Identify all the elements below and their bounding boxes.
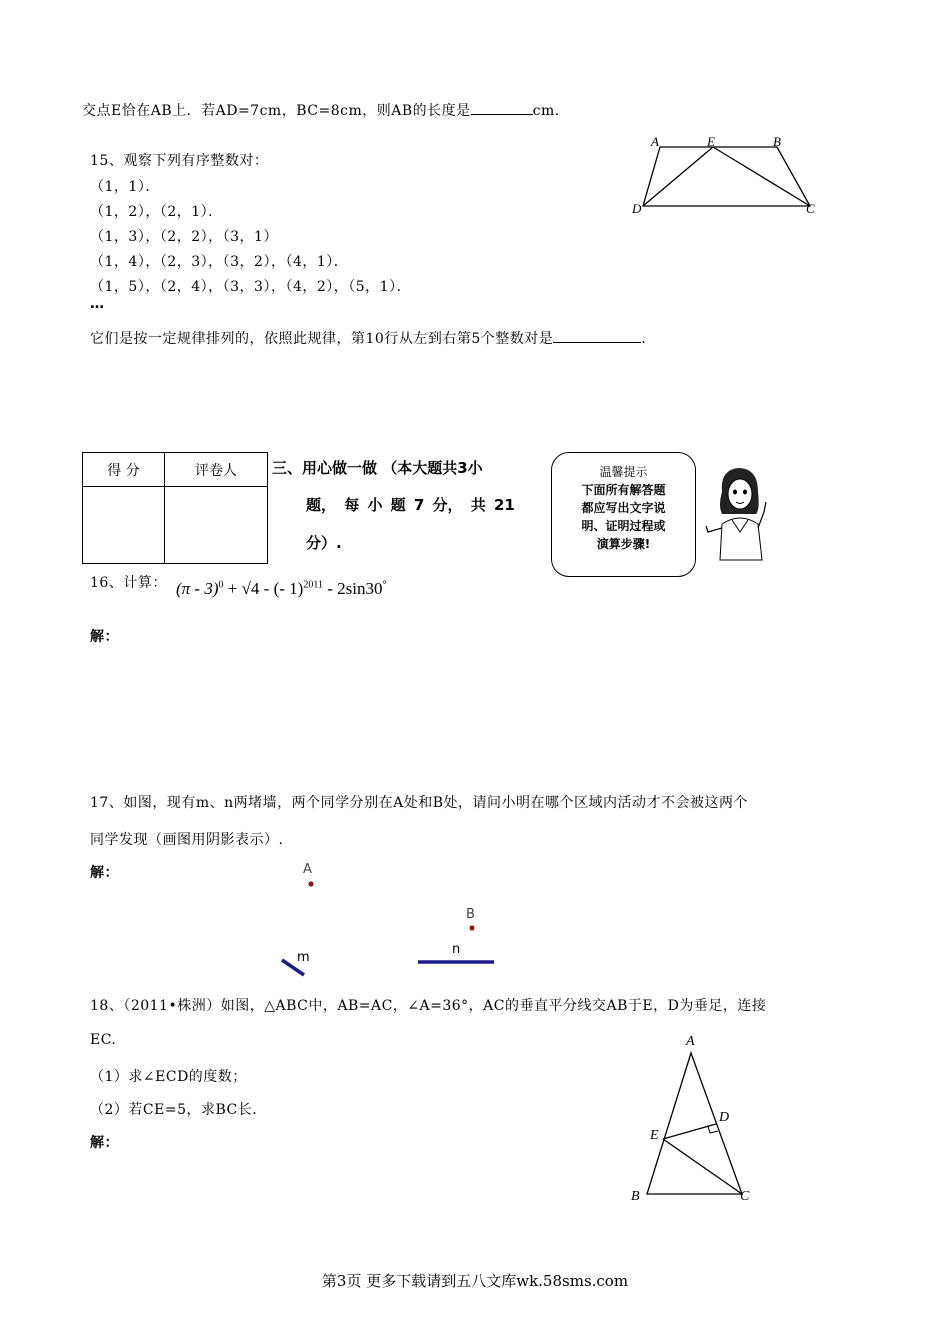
- q17-label-n: n: [452, 942, 461, 957]
- score-table: [82, 452, 268, 564]
- q15-row-5: （1，5），（2，4），（3，3），（4，2），（5，1）．: [90, 279, 412, 295]
- segment-ED: [643, 147, 713, 206]
- section3-line3: 分）.: [306, 534, 342, 552]
- q14-answer-blank[interactable]: [471, 100, 533, 115]
- page-footer: 第3页 更多下载请到五八文库wk.58sms.com: [321, 1272, 629, 1290]
- tip-title: 温馨提示: [599, 465, 648, 479]
- triangle-figure: [630, 1040, 760, 1210]
- point-B: [468, 924, 476, 932]
- q16-solve: 解：: [90, 629, 119, 645]
- q16-expr-c: - 2sin30: [322, 579, 383, 598]
- q15-row-1: （1，1）．: [90, 179, 160, 195]
- q17-label-m: m: [297, 950, 310, 965]
- q15-row-2: （1，2），（2，1）．: [90, 204, 223, 220]
- wall-n: [416, 958, 496, 966]
- q17-line-2: 同学发现（画图用阴影表示）.: [90, 832, 284, 848]
- wall-m: [278, 955, 308, 979]
- q14-tail: [82, 100, 560, 120]
- trap-label-B: B: [773, 134, 781, 149]
- trap-label-E: E: [707, 134, 715, 149]
- score-header: 得 分: [83, 453, 165, 487]
- q16-expr-b: + √4 - (- 1): [223, 579, 304, 598]
- grader-cell[interactable]: [165, 487, 268, 564]
- segment-EC: [713, 147, 810, 206]
- trap-label-C: C: [806, 201, 815, 216]
- section3-line1: 三、用心做一做 （本大题共3小: [272, 459, 483, 477]
- grader-header: 评卷人: [165, 453, 268, 487]
- q16-expression: [176, 579, 386, 599]
- segment-EC: [663, 1139, 742, 1194]
- tri-label-E: E: [650, 1128, 659, 1143]
- tip-line-3: 明、证明过程或: [581, 519, 666, 533]
- q15-ellipsis: …: [90, 296, 105, 312]
- tip-line-2: 都应写出文字说: [581, 501, 666, 515]
- q15-title: 15、观察下列有序整数对：: [90, 153, 269, 169]
- q16-exp-0: 0: [218, 579, 224, 591]
- q17-line-1: 17、如图，现有m、n两堵墙，两个同学分别在A处和B处，请问小明在哪个区域内活动才不会被这两个: [90, 795, 749, 811]
- tri-label-D: D: [719, 1110, 730, 1125]
- tri-label-B: B: [631, 1189, 640, 1204]
- tri-label-A: A: [686, 1034, 695, 1049]
- q18-solve: 解：: [90, 1135, 119, 1151]
- trap-label-A: A: [651, 134, 659, 149]
- right-angle-mark: [708, 1126, 718, 1133]
- q16-exp-2011: 2011: [303, 579, 323, 591]
- tip-line-4: 演算步骤!: [596, 537, 651, 551]
- q15-answer-blank[interactable]: [553, 328, 641, 343]
- q18-sub-1: （1）求∠ECD的度数；: [90, 1069, 247, 1085]
- q14-unit: cm.: [532, 103, 560, 119]
- q17-label-B: B: [466, 907, 475, 922]
- point-A: [307, 880, 315, 888]
- q15-row-4: （1，4），（2，3），（3，2），（4，1）．: [90, 254, 349, 270]
- q17-solve: 解：: [90, 865, 119, 881]
- teacher-cartoon-icon: [700, 462, 770, 562]
- tri-label-C: C: [740, 1189, 750, 1204]
- q16-label: 16、计算：: [90, 575, 167, 591]
- score-cell[interactable]: [83, 487, 165, 564]
- q15-question: [90, 328, 646, 348]
- q16-deg: °: [382, 579, 387, 591]
- q17-label-A: A: [303, 862, 312, 877]
- q15-row-3: （1，3），（2，2），（3，1）: [90, 229, 278, 245]
- tip-box: [551, 452, 696, 577]
- q18-line-2: EC.: [90, 1032, 117, 1048]
- tip-line-1: 下面所有解答题: [581, 483, 666, 497]
- q14-text: 交点E恰在AB上．若AD=7cm，BC=8cm，则AB的长度是: [82, 103, 471, 119]
- q18-sub-2: （2）若CE=5，求BC长.: [90, 1102, 258, 1118]
- q18-line-1: 18、（2011•株洲）如图，△ABC中，AB=AC，∠A=36°，AC的垂直平分线交AB于E，D为垂足，连接: [90, 998, 767, 1014]
- trap-label-D: D: [632, 201, 642, 216]
- section3-line2: 题， 每 小 题 7 分， 共 21: [306, 496, 515, 514]
- q15-question-text: 它们是按一定规律排列的，依照此规律，第10行从左到右第5个整数对是: [90, 331, 554, 347]
- q16-expr-a: (π - 3): [176, 579, 219, 598]
- q15-end: .: [641, 331, 647, 347]
